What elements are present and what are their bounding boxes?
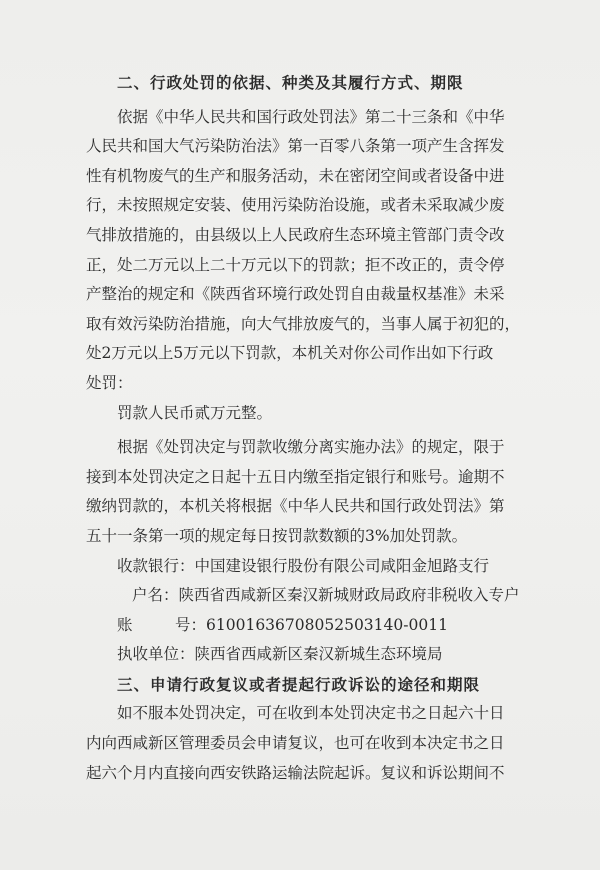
account-number-label-2: 号： [175,615,207,634]
payment-line-4: 五十一条第一项的规定每日按罚款数额的3%加处罚款。 [86,526,468,545]
penalty-amount: 罚款人民币贰万元整。 [117,403,273,422]
section-2-heading: 二、行政处罚的依据、种类及其履行方式、期限 [117,73,464,92]
appeal-line-2: 内向西咸新区管理委员会申请复议，也可在收到本决定书之日 [86,734,505,753]
appeal-line-3: 起六个月内直接向西安铁路运输法院起诉。复议和诉讼期间不 [86,763,505,782]
basis-line-5: 气排放措施的，由县级以上人民政府生态环境主管部门责令改 [86,225,505,244]
payment-line-2: 接到本处罚决定之日起十五日内缴至指定银行和账号。逾期不 [86,467,505,486]
basis-line-1: 依据《中华人民共和国行政处罚法》第二十三条和《中华 [117,107,505,126]
basis-line-3: 性有机物废气的生产和服务活动，未在密闭空间或者设备中进 [86,166,505,185]
basis-line-4: 行，未按照规定安装、使用污染防治设施，或者未采取减少废 [86,196,505,215]
payment-line-1: 根据《处罚决定与罚款收缴分离实施办法》的规定，限于 [117,438,505,457]
basis-line-6: 正，处二万元以上二十万元以下的罚款；拒不改正的，责令停 [86,255,505,274]
document-body [86,68,526,788]
basis-line-8: 取有效污染防治措施，向大气排放废气的，当事人属于初犯的， [86,314,521,333]
basis-line-9: 处2万元以上5万元以下罚款，本机关对你公司作出如下行政 [86,344,494,363]
payment-line-3: 缴纳罚款的，本机关将根据《中华人民共和国行政处罚法》第 [86,497,505,516]
account-number-row [86,611,526,641]
account-number: 61001636708052503140-0011 [206,615,448,634]
account-number-label-1: 账 [117,615,133,634]
appeal-line-1: 如不服本处罚决定，可在收到本处罚决定书之日起六十日 [117,704,505,723]
payee-bank: 收款银行：中国建设银行股份有限公司咸阳金旭路支行 [117,556,490,575]
account-name: 户名：陕西省西咸新区秦汉新城财政局政府非税收入专户 [132,586,520,605]
basis-line-10: 处罚： [86,373,133,392]
section-3-heading: 三、申请行政复议或者提起行政诉讼的途径和期限 [117,674,481,694]
enforcing-unit: 执收单位：陕西省西咸新区秦汉新城生态环境局 [117,645,443,664]
basis-line-7: 产整治的规定和《陕西省环境行政处罚自由裁量权基准》未采 [86,285,505,304]
basis-line-2: 人民共和国大气污染防治法》第一百零八条第一项产生含挥发 [86,137,505,156]
